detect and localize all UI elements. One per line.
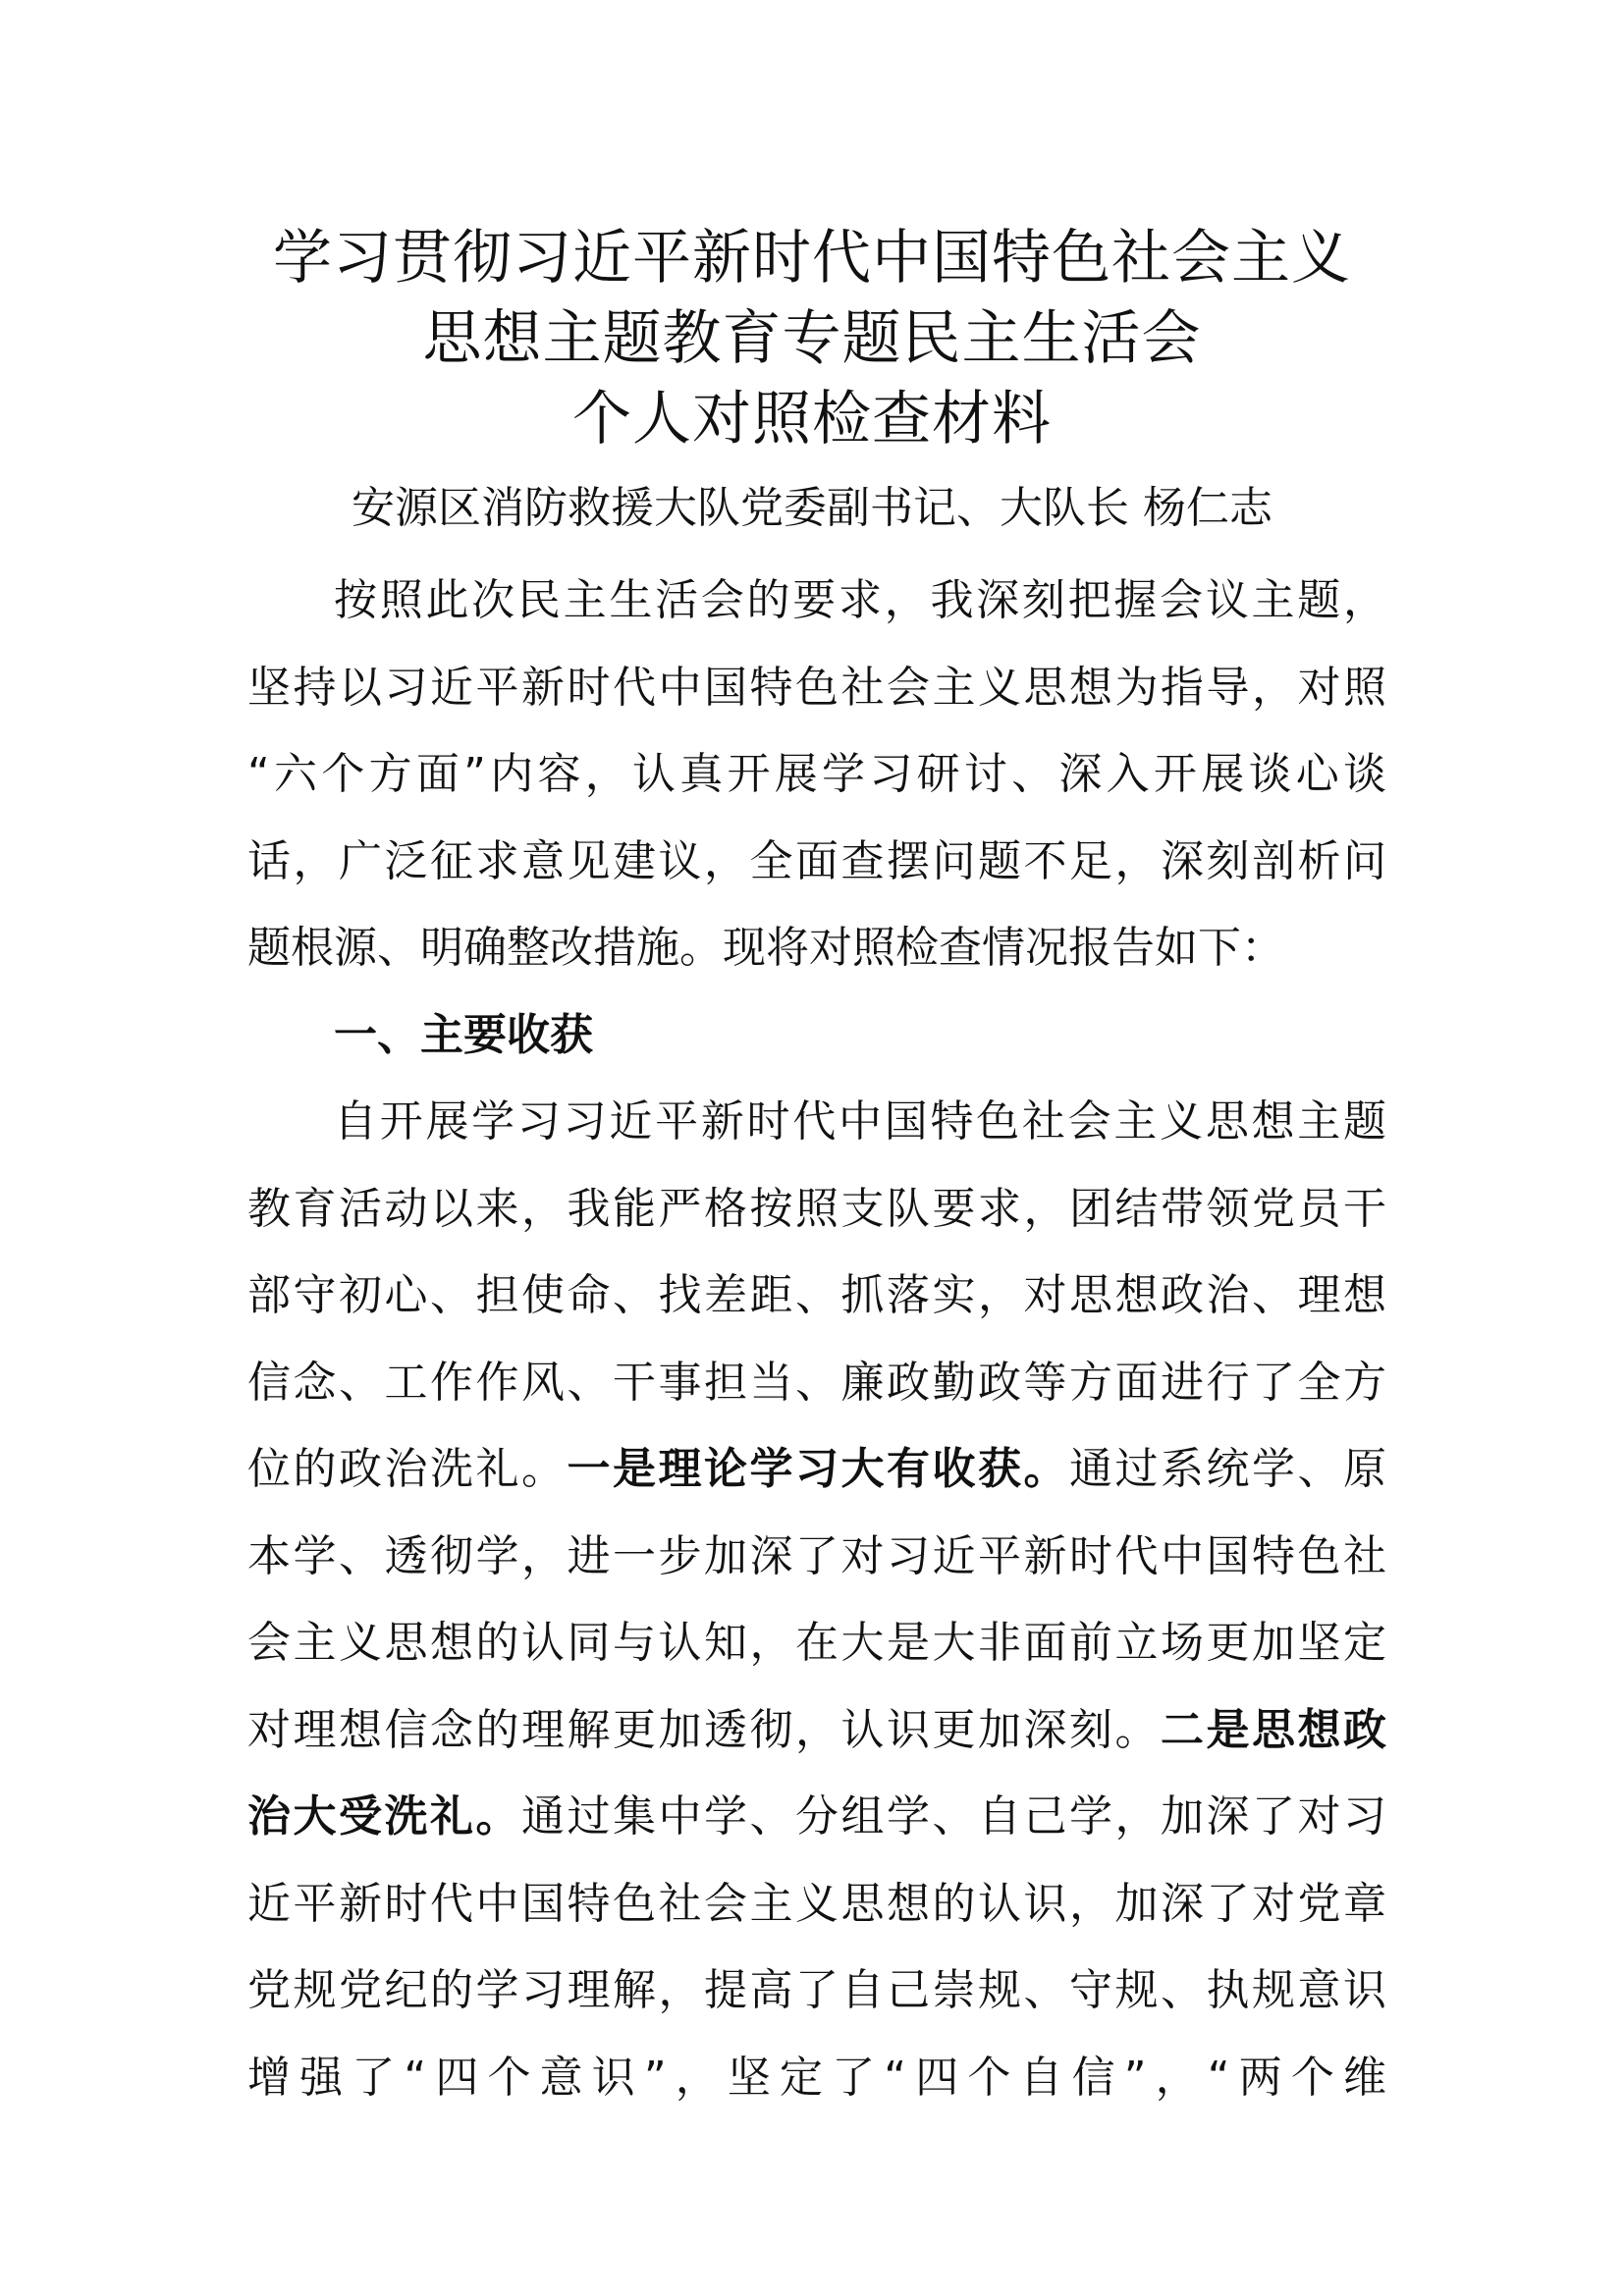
paragraph-line: 自开展学习习近平新时代中国特色社会主义思想主题 (334, 1096, 1386, 1147)
paragraph-line: 党规党纪的学习理解，提高了自己崇规、守规、执规意识 (247, 1965, 1386, 2015)
paragraph-line: 本学、透彻学，进一步加深了对习近平新时代中国特色社 (247, 1530, 1386, 1581)
paragraph-line: 坚持以习近平新时代中国特色社会主义思想为指导，对照 (247, 662, 1386, 713)
paragraph-line: 近平新时代中国特色社会主义思想的认识，加深了对党章 (247, 1878, 1386, 1929)
paragraph-line: 信念、工作作风、干事担当、廉政勤政等方面进行了全方 (247, 1357, 1386, 1408)
title-line-2: 思想主题教育专题民主生活会 (422, 304, 1202, 373)
paragraph-line: 教育活动以来，我能严格按照支队要求，团结带领党员干 (247, 1183, 1386, 1234)
text-run: 通过系统学、原 (1069, 1444, 1386, 1494)
paragraph-line-mixed (247, 1774, 1386, 1861)
paragraph-line: 题根源、明确整改措施。现将对照检查情况报告如下： (247, 923, 1284, 973)
section-heading: 一、主要收获 (334, 1009, 593, 1060)
document-title (0, 218, 1624, 459)
text-run: 位的政治洗礼。 (247, 1444, 568, 1494)
document-body (247, 558, 1386, 2121)
paragraph-line: 按照此次民主生活会的要求，我深刻把握会议主题， (334, 575, 1386, 625)
paragraph-line: “六个方面”内容，认真开展学习研讨、深入开展谈心谈 (247, 749, 1386, 799)
text-run: 对理想信念的理解更加透彻，认识更加深刻。 (247, 1704, 1161, 1755)
paragraph-line: 会主义思想的认同与认知，在大是大非面前立场更加坚定 (247, 1618, 1386, 1668)
title-line-1: 学习贯彻习近平新时代中国特色社会主义 (273, 224, 1351, 293)
title-line-3: 个人对照检查材料 (572, 385, 1052, 454)
bold-phrase: 一是理论学习大有收获。 (567, 1444, 1069, 1494)
bold-phrase: 二是思想政 (1161, 1704, 1386, 1755)
author-line: 安源区消防救援大队党委副书记、大队长 杨仁志 (352, 483, 1272, 533)
paragraph-line-mixed (247, 1687, 1386, 1775)
bold-phrase: 治大受洗礼。 (247, 1791, 521, 1842)
paragraph-line-mixed (247, 1426, 1386, 1514)
paragraph-line: 增强了“四个意识”，坚定了“四个自信”，“两个维 (247, 2052, 1386, 2103)
paragraph-line: 部守初心、担使命、找差距、抓落实，对思想政治、理想 (247, 1270, 1386, 1320)
paragraph-line: 话，广泛征求意见建议，全面查摆问题不足，深刻剖析问 (247, 835, 1386, 886)
text-run: 通过集中学、分组学、自己学，加深了对习 (521, 1791, 1386, 1842)
